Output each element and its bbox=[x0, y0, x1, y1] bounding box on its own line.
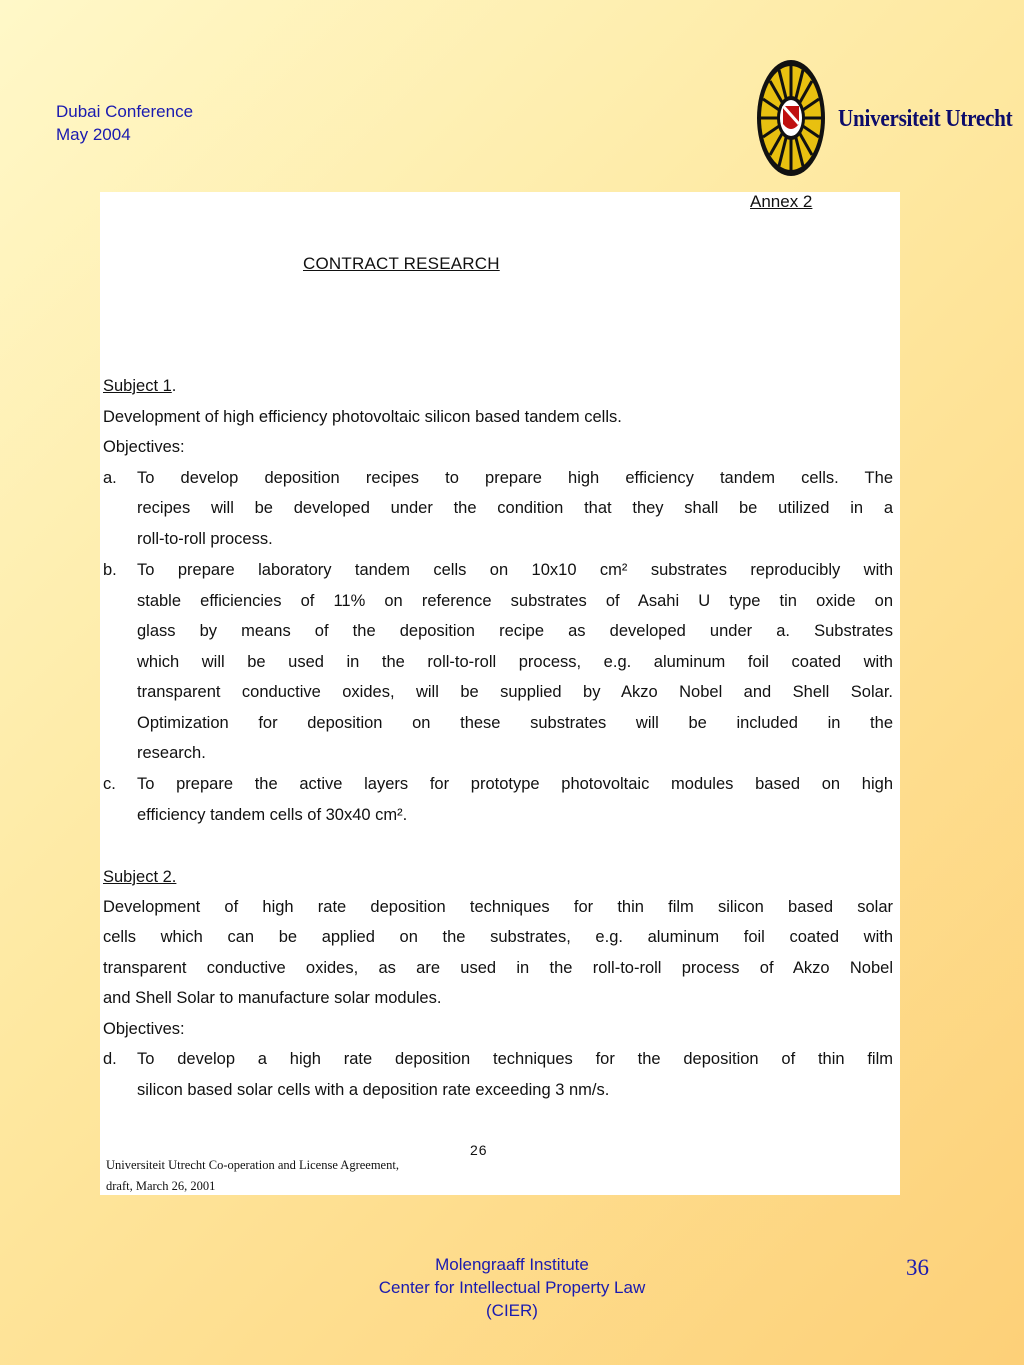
sun-emblem-icon bbox=[756, 58, 836, 178]
subject2-heading-text: Subject 2. bbox=[103, 868, 177, 886]
item-b-marker: b. bbox=[103, 561, 117, 579]
subject2-objectives-label: Objectives: bbox=[103, 1020, 185, 1038]
item-c-line: efficiency tandem cells of 30x40 cm². bbox=[137, 806, 408, 824]
subject2-description-line: Development of high rate deposition techniques for thin film silicon based solar bbox=[103, 898, 893, 916]
item-b-line: stable efficiencies of 11% on reference substrates of Asahi U type tin oxide on bbox=[137, 592, 893, 610]
item-a-line: recipes will be developed under the condition that they shall be utilized in a bbox=[137, 499, 893, 517]
item-a-marker: a. bbox=[103, 469, 117, 487]
slide-number: 36 bbox=[906, 1255, 929, 1280]
institute-name: Molengraaff Institute bbox=[435, 1255, 589, 1274]
document-title: CONTRACT RESEARCH bbox=[303, 254, 500, 273]
scanned-document bbox=[100, 192, 900, 1195]
item-b-line: which will be used in the roll-to-roll process, e.g. aluminum foil coated with bbox=[137, 653, 893, 671]
annex-label: Annex 2 bbox=[750, 192, 813, 211]
item-c-line: To prepare the active layers for prototype photovoltaic modules based on high bbox=[137, 775, 893, 793]
document-footer-line: draft, March 26, 2001 bbox=[106, 1179, 216, 1193]
document-page-number: 26 bbox=[470, 1142, 488, 1158]
institute-footer bbox=[312, 1253, 712, 1322]
subject2-description-line: transparent conductive oxides, as are used in the roll-to-roll process of Akzo Nobel bbox=[103, 959, 893, 977]
subject1-objectives-label: Objectives: bbox=[103, 438, 185, 456]
item-b-line: research. bbox=[137, 744, 206, 762]
center-name: Center for Intellectual Property Law bbox=[378, 1278, 646, 1297]
subject2-description-line: and Shell Solar to manufacture solar modules. bbox=[103, 989, 442, 1007]
subject1-heading-text: Subject 1 bbox=[103, 377, 172, 395]
subject2-description-line: cells which can be applied on the substrates, e.g. aluminum foil coated with bbox=[103, 928, 893, 946]
subject1-description: Development of high efficiency photovoltaic silicon based tandem cells. bbox=[103, 408, 622, 426]
item-d-line: silicon based solar cells with a deposition rate exceeding 3 nm/s. bbox=[137, 1081, 610, 1099]
item-b-line: glass by means of the deposition recipe as developed under a. Substrates bbox=[137, 622, 893, 640]
conference-header bbox=[56, 100, 193, 146]
item-d-line: To develop a high rate deposition techniques for the deposition of thin film bbox=[137, 1050, 893, 1068]
item-b-line: transparent conductive oxides, will be supplied by Akzo Nobel and Shell Solar. bbox=[137, 683, 893, 701]
conference-name: Dubai Conference bbox=[56, 102, 194, 121]
item-b-line: To prepare laboratory tandem cells on 10x10 cm² substrates reproducibly with bbox=[137, 561, 893, 579]
item-c-marker: c. bbox=[103, 775, 116, 793]
subject2-heading bbox=[103, 868, 893, 887]
item-a-line: To develop deposition recipes to prepare high efficiency tandem cells. The bbox=[137, 469, 893, 487]
document-footer-line: Universiteit Utrecht Co-operation and License Agreement, bbox=[106, 1158, 399, 1172]
conference-date: May 2004 bbox=[56, 125, 131, 144]
item-b-line: Optimization for deposition on these substrates will be included in the bbox=[137, 714, 893, 732]
item-d-marker: d. bbox=[103, 1050, 117, 1068]
subject1-heading bbox=[103, 377, 893, 396]
center-abbreviation: (CIER) bbox=[486, 1301, 538, 1320]
item-a-line: roll-to-roll process. bbox=[137, 530, 273, 548]
subject1-heading-suffix: . bbox=[171, 377, 177, 395]
university-name: Universiteit Utrecht bbox=[838, 106, 1013, 132]
